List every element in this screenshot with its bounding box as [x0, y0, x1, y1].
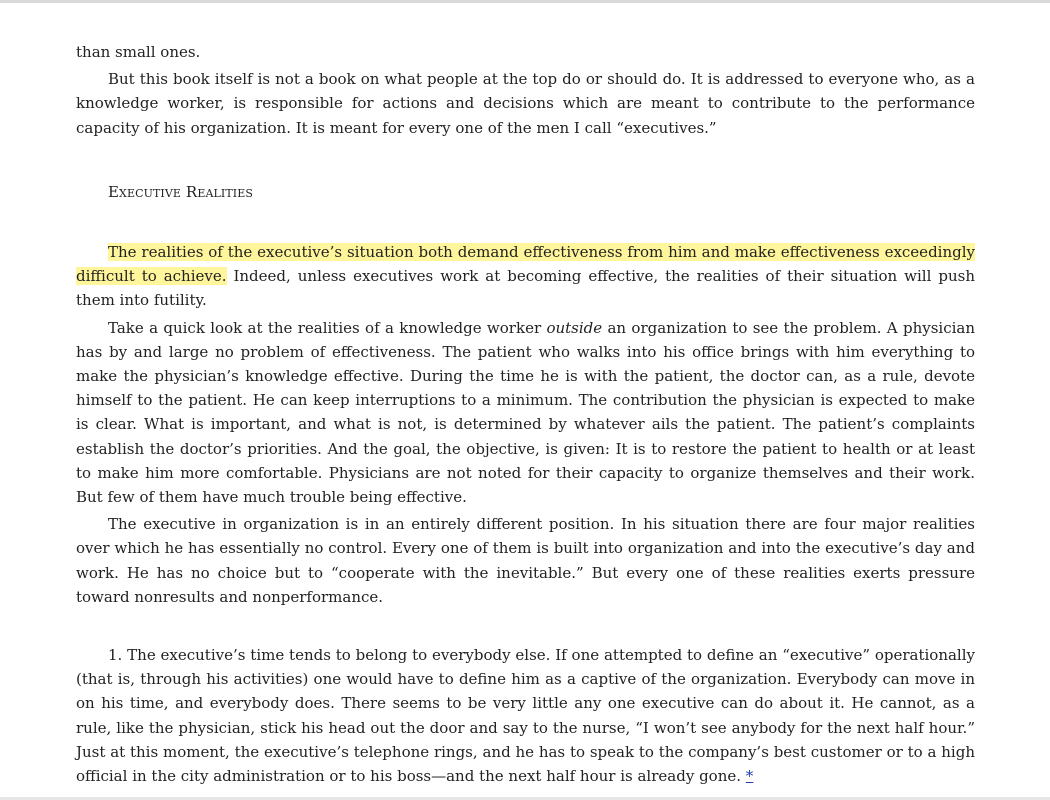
section-heading: Executive Realities	[108, 182, 253, 201]
paragraph-outside-before: Take a quick look at the realities of a knowledge worker	[108, 318, 547, 337]
top-divider	[0, 0, 1050, 3]
list-item-1	[76, 643, 975, 788]
paragraph-executive: The executive in organization is in an entirely different position. In his situation there are four major realities over which he has essentially no control. Every one of them is built into organization and into the executive’s day and work. He has no choice but to “cooperate with the inevitable.” But every one of these realities exerts pressure toward nonresults and nonperformance.	[76, 515, 975, 606]
book-page	[76, 40, 975, 788]
paragraph-realities-rest: Indeed, unless executives work at becoming effective, the realities of their situation will push them into futility.	[76, 267, 975, 310]
paragraph-outside	[76, 316, 975, 510]
paragraph-continuation: than small ones.	[76, 43, 201, 61]
paragraph-realities	[76, 240, 975, 313]
paragraph-addressed: But this book itself is not a book on what people at the top do or should do. It is addressed to everyone who, as a knowledge worker, is responsible for actions and decisions which are meant to contribute to the performance capacity of his organization. It is meant for every one of the men I call “executives.”	[76, 70, 975, 137]
paragraph-outside-after: an organization to see the problem. A physician has by and large no problem of effectiveness. The patient who walks into his office brings with him everything to make the physician’s knowledge effective. During the time he is with the patient, the doctor can, as a rule, devote himself to the patient. He can keep interruptions to a minimum. The contribution the physician is expected to make is clear. What is important, and what is not, is determined by whatever ails the patient. The patient’s complaints establish the doctor’s priorities. And the goal, the objective, is given: It is to restore the patient to health or at least to make him more comfortable. Physicians are not noted for their capacity to organize themselves and their work. But few of them have much trouble being effective.	[76, 318, 975, 507]
highlighted-text[interactable]: The realities of the executive’s situation both demand effectiveness from him and make effectiveness exceedingly difficult to achieve.	[76, 243, 975, 286]
emphasis-outside: outside	[546, 318, 603, 337]
list-item-1-text: 1. The executive’s time tends to belong to everybody else. If one attempted to define an “executive” operationally (that is, through his activities) one would have to define him as a captive of the organization. Everybody can move in on his time, and everybody does. There seems to be very little any one executive can do about it. He cannot, as a rule, like the physician, stick his head out the door and say to the nurse, “I won’t see anybody for the next half hour.” Just at this moment, the executive’s telephone rings, and he has to speak to the company’s best customer or to a high official in the city administration or to his boss—and the next half hour is already gone.	[76, 646, 975, 786]
footnote-link[interactable]: *	[745, 767, 754, 786]
